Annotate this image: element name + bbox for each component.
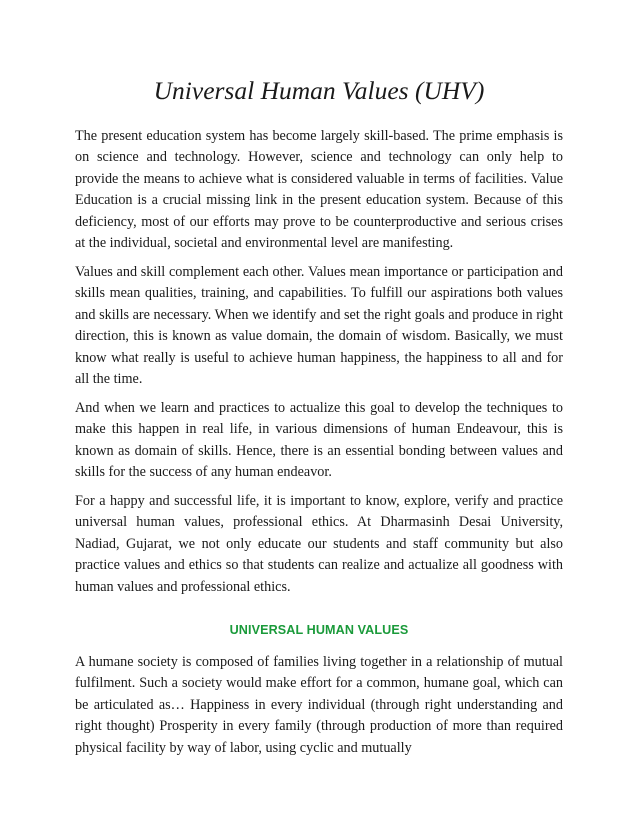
paragraph-humane-society: A humane society is composed of families living together in a relationship of mutual fulfilment. Such a society would make effort for a common, humane goal, which can be articulated as… Happiness in every individual (through right understanding and right thought) Prosperity in every family (through production of more than required physical facility by way of labor, using cyclic and mutually (75, 654, 563, 756)
paragraph-domain-of-skills: And when we learn and practices to actualize this goal to develop the techniques to make this happen in real life, in various dimensions of human Endeavour, this is known as domain of skills. Hence, there is an essential bonding between values and skills for the success of any human endeavor. (75, 400, 563, 481)
paragraph-values-and-skills: Values and skill complement each other. Values mean importance or participation and skills mean qualities, training, and capabilities. To fulfill our aspirations both values and skills are necessary. When we identify and set the right goals and produce in right direction, this is known as value domain, the domain of wisdom. Basically, we must know what really is useful to achieve human happiness, the happiness to all and for all the time. (75, 264, 563, 388)
section-heading: UNIVERSAL HUMAN VALUES (229, 623, 409, 637)
paragraph-education-system: The present education system has become largely skill-based. The prime emphasis is on science and technology. However, science and technology can only help to provide the means to achieve what is considered valuable in terms of facilities. Value Education is a crucial missing link in the present education system. Because of this deficiency, most of our efforts may prove to be counterproductive and serious crises at the individual, societal and environmental level are manifesting. (75, 128, 563, 252)
page-title: Universal Human Values (UHV) (153, 76, 485, 105)
paragraph-happy-life: For a happy and successful life, it is important to know, explore, verify and practice universal human values, professional ethics. At Dharmasinh Desai University, Nadiad, Gujarat, we not only educate our students and staff community but also practice values and ethics so that students can realize and actualize all goodness with human values and professional ethics. (75, 493, 563, 595)
